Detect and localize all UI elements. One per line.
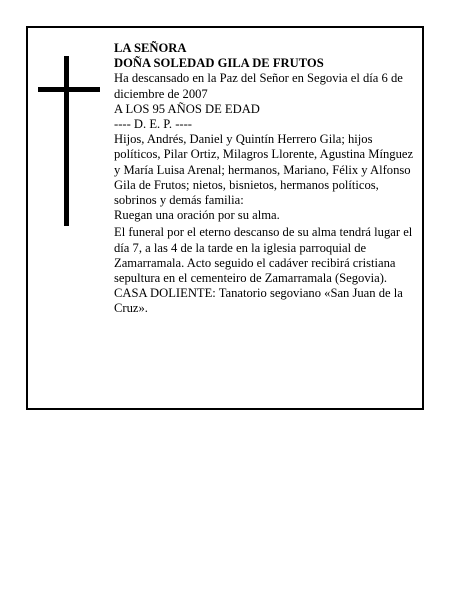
obituary-text [114, 41, 420, 317]
cross-vertical-bar [64, 56, 69, 226]
deceased-name: DOÑA SOLEDAD GILA DE FRUTOS [114, 56, 324, 71]
age-line: A LOS 95 AÑOS DE EDAD [114, 101, 260, 116]
house-paragraph: CASA DOLIENTE: Tanatorio segoviano «San Juan de la Cruz». [114, 286, 403, 316]
family-paragraph: Hijos, Andrés, Daniel y Quintín Herrero Gila; hijos políticos, Pilar Ortiz, Milagros Llorente, Agustina Mínguez y María Luisa Arenal; hermanos, Mariano, Félix y Alfonso Gila de Frutos; nietos, bisnietos, hermanos políticos, sobrinos y demás familia: [114, 132, 414, 208]
cross-horizontal-bar [38, 87, 100, 92]
death-announcement: Ha descansado en la Paz del Señor en Segovia el día 6 de diciembre de 2007 [114, 71, 403, 101]
rip-line: ---- D. E. P. ---- [114, 117, 192, 132]
cross-icon [38, 56, 100, 226]
prayer-line: Ruegan una oración por su alma. [114, 208, 280, 223]
obituary-notice [26, 26, 424, 410]
funeral-paragraph: El funeral por el eterno descanso de su alma tendrá lugar el día 7, a las 4 de la tarde en la iglesia parroquial de Zamarramala. Acto seguido el cadáver recibirá cristiana sepultura en el cementeiro de Zamarramala (Segovia). [114, 225, 413, 286]
title-line-1: LA SEÑORA [114, 41, 187, 55]
